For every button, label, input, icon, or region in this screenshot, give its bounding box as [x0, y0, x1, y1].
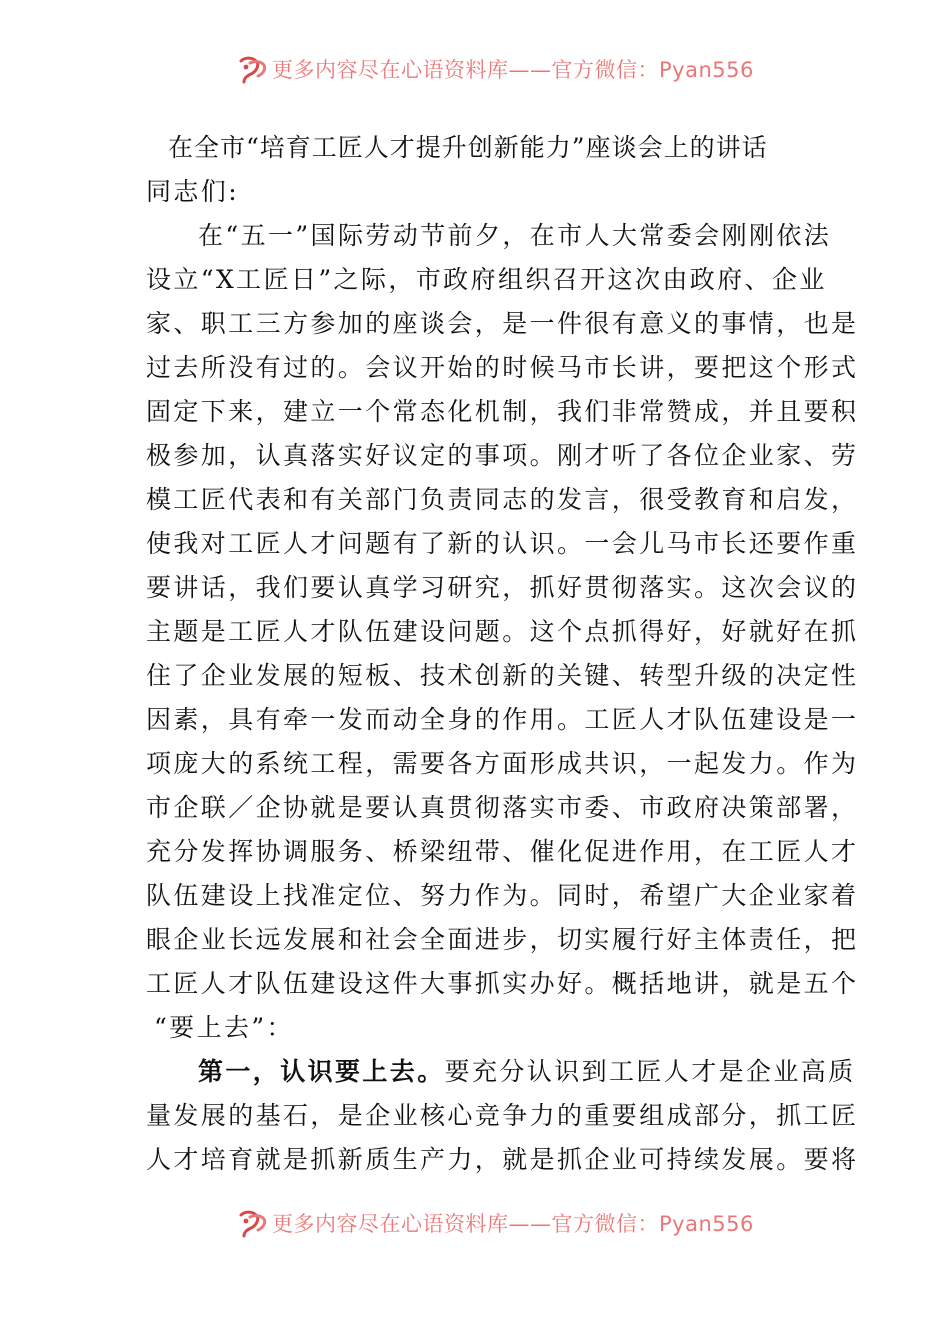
document-title: 在全市“培育工匠人才提升创新能力”座谈会上的讲话 — [168, 133, 768, 162]
text-line: 固定下来，建立一个常态化机制，我们非常赞成，并且要积 — [146, 397, 859, 426]
text-line: 过去所没有过的。会议开始的时候马市长讲，要把这个形式 — [146, 353, 859, 382]
text-line: 设立“X工匠日”之际，市政府组织召开这次由政府、企业 — [146, 265, 827, 294]
text-line: “要上去”： — [154, 1013, 294, 1042]
footer-banner-text: 更多内容尽在心语资料库——官方微信：Pyan556 — [272, 1212, 754, 1236]
paragraph-1 — [146, 214, 859, 1050]
text-line: 住了企业发展的短板、技术创新的关键、转型升级的决定性 — [146, 661, 859, 690]
text-line: 眼企业长远发展和社会全面进步，切实履行好主体责任，把 — [146, 925, 859, 954]
text-line: 使我对工匠人才问题有了新的认识。一会儿马市长还要作重 — [146, 529, 859, 558]
text-line: 项庞大的系统工程，需要各方面形成共识，一起发力。作为 — [146, 749, 859, 778]
text-line: 充分发挥协调服务、桥梁纽带、催化促进作用，在工匠人才 — [146, 837, 859, 866]
footer-banner — [0, 1206, 950, 1240]
text-line: 量发展的基石，是企业核心竞争力的重要组成部分，抓工匠 — [146, 1101, 859, 1130]
text-line: 要讲话，我们要认真学习研究，抓好贯彻落实。这次会议的 — [146, 573, 859, 602]
text-line: 因素，具有牵一发而动全身的作用。工匠人才队伍建设是一 — [146, 705, 859, 734]
salutation: 同志们: — [146, 177, 240, 206]
text-line: 人才培育就是抓新质生产力，就是抓企业可持续发展。要将 — [146, 1145, 859, 1174]
header-banner-text: 更多内容尽在心语资料库——官方微信：Pyan556 — [272, 58, 754, 82]
text-line: 模工匠代表和有关部门负责同志的发言，很受教育和启发， — [146, 485, 859, 514]
text-line: 家、职工三方参加的座谈会，是一件很有意义的事情，也是 — [146, 309, 859, 338]
text-line: 队伍建设上找准定位、努力作为。同时，希望广大企业家着 — [146, 881, 859, 910]
text-line — [146, 1050, 856, 1094]
text-line: 市企联／企协就是要认真贯彻落实市委、市政府决策部署， — [146, 793, 859, 822]
header-banner — [0, 52, 950, 86]
text-line: 在“五一”国际劳动节前夕，在市人大常委会刚刚依法 — [198, 221, 832, 250]
bookmark-logo-icon — [236, 1206, 270, 1240]
text-line: 主题是工匠人才队伍建设问题。这个点抓得好，好就好在抓 — [146, 617, 859, 646]
section-heading: 第一，认识要上去。 — [198, 1057, 445, 1086]
text-run: 要充分认识到工匠人才是企业高质 — [444, 1057, 856, 1086]
text-line: 工匠人才队伍建设这件大事抓实办好。概括地讲，就是五个 — [146, 969, 859, 998]
text-line: 极参加，认真落实好议定的事项。刚才听了各位企业家、劳 — [146, 441, 859, 470]
paragraph-2 — [146, 1050, 859, 1182]
document-body — [146, 170, 859, 1182]
bookmark-logo-icon — [236, 52, 270, 86]
